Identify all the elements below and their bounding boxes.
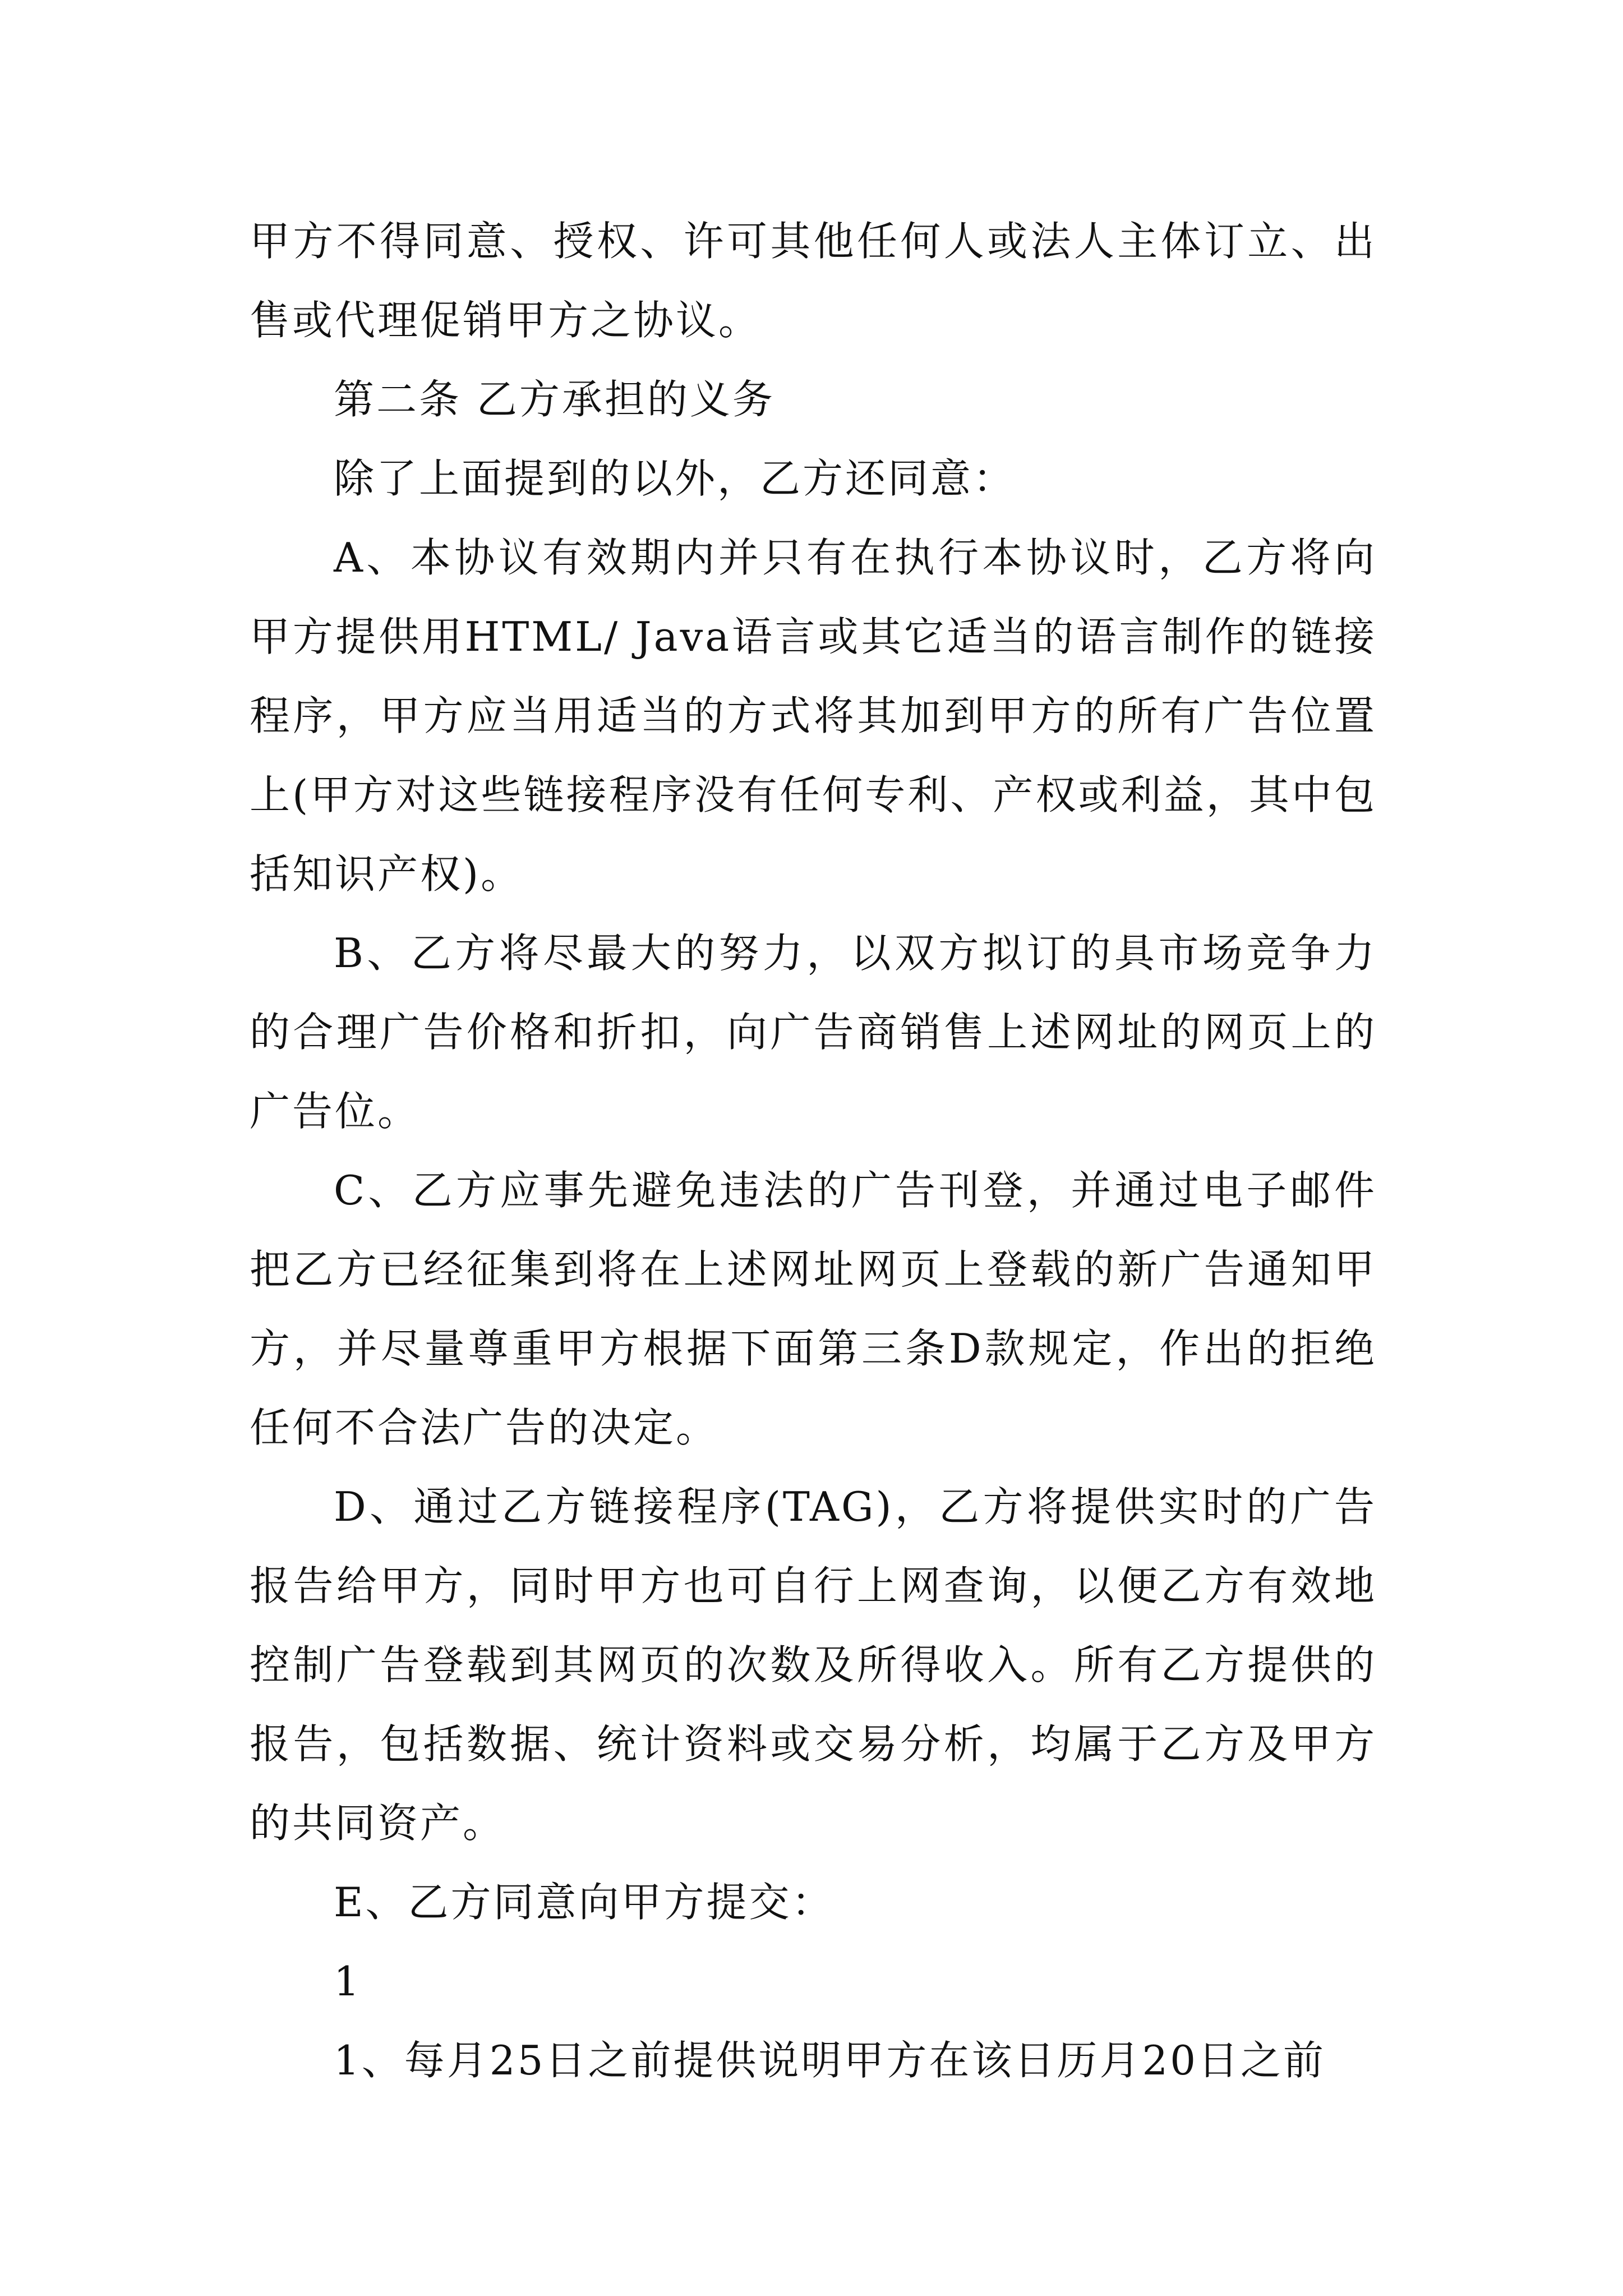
paragraph-continuation: 甲方不得同意、授权、许可其他任何人或法人主体订立、出售或代理促销甲方之协议。 (250, 218, 1377, 344)
paragraph-intro: 除了上面提到的以外，乙方还同意： (334, 455, 1016, 502)
list-number: 1 (334, 1958, 362, 2005)
clause-c: C、乙方应事先避免违法的广告刊登，并通过电子邮件把乙方已经征集到将在上述网址网页上登载的新广告通知甲方，并尽量尊重甲方根据下面第三条D款规定，作出的拒绝任何不合法广告的决定。 (250, 1167, 1377, 1451)
clause-b: B、乙方将尽最大的努力，以双方拟订的具市场竞争力的合理广告价格和折扣，向广告商销售上述网址的网页上的广告位。 (250, 930, 1377, 1135)
document-body (250, 202, 1377, 2100)
clause-a: A、本协议有效期内并只有在执行本协议时，乙方将向甲方提供用HTML/ Java语言或其它适当的语言制作的链接程序，甲方应当用适当的方式将其加到甲方的所有广告位置上(甲方对这些链接程序没有任何专利、产权或利益，其中包括知识产权)。 (250, 534, 1377, 898)
list-item-1: 1、每月25日之前提供说明甲方在该日历月20日之前 (334, 2037, 1326, 2084)
clause-d: D、通过乙方链接程序(TAG)，乙方将提供实时的广告报告给甲方，同时甲方也可自行上网查询，以便乙方有效地控制广告登载到其网页的次数及所得收入。所有乙方提供的报告，包括数据、统计资料或交易分析，均属于乙方及甲方的共同资产。 (250, 1483, 1377, 1847)
clause-e: E、乙方同意向甲方提交： (334, 1879, 834, 1926)
article-heading: 第二条 乙方承担的义务 (334, 376, 775, 423)
